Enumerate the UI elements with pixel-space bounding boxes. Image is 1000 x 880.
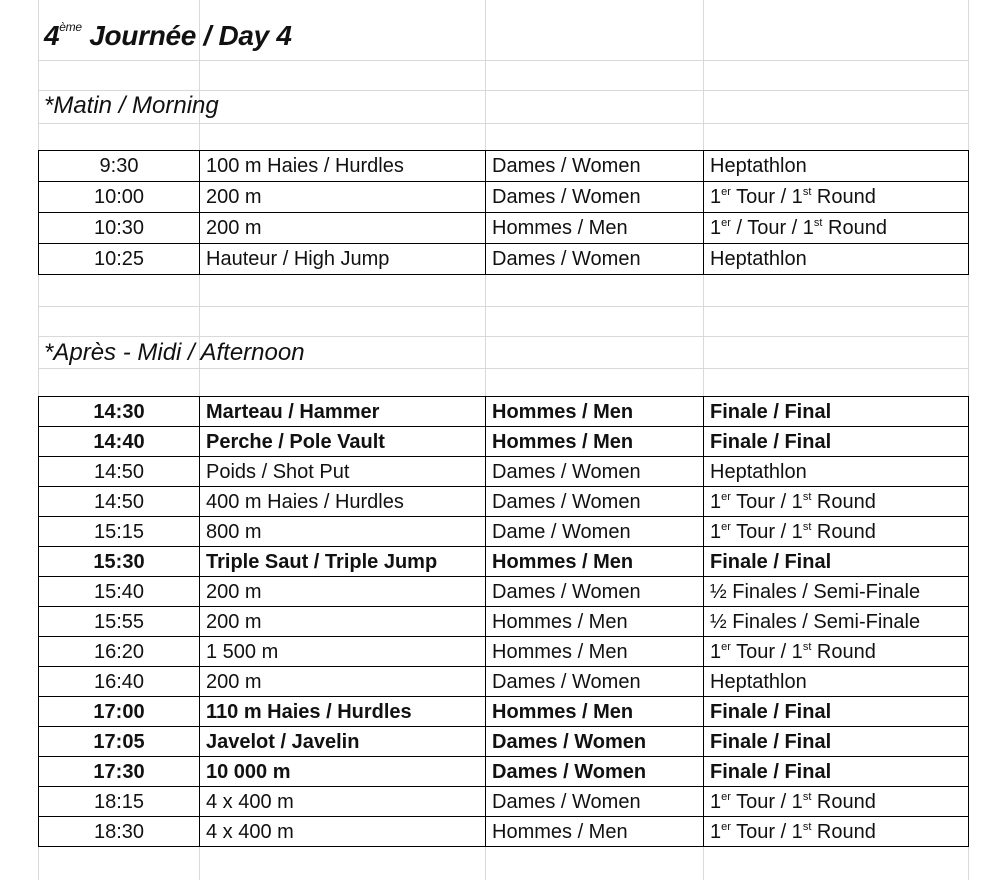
round-text: Heptathlon [710, 248, 807, 270]
round-text: Tour / 1 [730, 186, 803, 208]
event-cell: Hauteur / High Jump [200, 244, 486, 275]
round-ordinal-suffix: er [721, 186, 731, 198]
event-cell: 4 x 400 m [200, 787, 486, 817]
category-cell: Dames / Women [486, 757, 704, 787]
round-text: Finale / Final [710, 700, 832, 723]
round-cell [704, 244, 969, 275]
category-cell: Hommes / Men [486, 213, 704, 244]
time-cell: 14:30 [39, 397, 200, 427]
day-title-ordinal: ème [59, 20, 82, 34]
time-cell: 9:30 [39, 151, 200, 182]
event-cell: 200 m [200, 577, 486, 607]
time-cell: 14:50 [39, 487, 200, 517]
round-text: 1 [710, 820, 722, 843]
category-cell: Dames / Women [486, 457, 704, 487]
category-cell: Dames / Women [486, 787, 704, 817]
grid-row-line [38, 336, 968, 337]
event-cell: Triple Saut / Triple Jump [200, 547, 486, 577]
schedule-row [39, 397, 969, 427]
category-cell: Hommes / Men [486, 607, 704, 637]
time-cell: 10:25 [39, 244, 200, 275]
event-cell: 400 m Haies / Hurdles [200, 487, 486, 517]
time-cell: 10:30 [39, 213, 200, 244]
grid-row-line [38, 368, 968, 369]
round-cell [704, 577, 969, 607]
category-cell: Dames / Women [486, 667, 704, 697]
round-cell [704, 727, 969, 757]
round-cell [704, 697, 969, 727]
round-text: ½ Finales / Semi-Finale [710, 610, 921, 633]
round-text: Finale / Final [710, 760, 832, 783]
schedule-row [39, 667, 969, 697]
schedule-row [39, 427, 969, 457]
round-text: Round [822, 217, 887, 239]
category-cell: Hommes / Men [486, 397, 704, 427]
day-title-text: Journée / Day 4 [81, 20, 292, 51]
round-text: 1 [710, 186, 722, 208]
round-text: Tour / 1 [730, 520, 803, 543]
round-text: Heptathlon [710, 670, 807, 693]
event-cell: Marteau / Hammer [200, 397, 486, 427]
schedule-row [39, 607, 969, 637]
category-cell: Dames / Women [486, 182, 704, 213]
schedule-row [39, 757, 969, 787]
category-cell: Dames / Women [486, 577, 704, 607]
round-ordinal-suffix: er [721, 217, 731, 229]
event-cell: 10 000 m [200, 757, 486, 787]
time-cell: 10:00 [39, 182, 200, 213]
round-ordinal-suffix: st [802, 820, 812, 833]
event-cell: 4 x 400 m [200, 817, 486, 847]
time-cell: 15:55 [39, 607, 200, 637]
afternoon-heading: *Après - Midi / Afternoon [44, 339, 305, 366]
event-cell: 200 m [200, 607, 486, 637]
grid-row-line [38, 123, 968, 124]
round-text: 1 [710, 490, 722, 513]
round-cell [704, 637, 969, 667]
schedule-row [39, 547, 969, 577]
event-cell: 800 m [200, 517, 486, 547]
round-ordinal-suffix: st [802, 186, 812, 198]
schedule-row [39, 487, 969, 517]
category-cell: Dames / Women [486, 727, 704, 757]
round-cell [704, 487, 969, 517]
schedule-row [39, 817, 969, 847]
round-cell [704, 517, 969, 547]
grid-row-line [38, 90, 968, 91]
round-text: Round [811, 520, 876, 543]
day-title-number: 4 [44, 20, 60, 51]
schedule-row [39, 151, 969, 182]
afternoon-schedule-table [38, 396, 969, 847]
round-cell [704, 213, 969, 244]
round-cell [704, 667, 969, 697]
schedule-row [39, 517, 969, 547]
round-ordinal-suffix: er [721, 640, 731, 653]
schedule-row [39, 727, 969, 757]
grid-row-line [38, 306, 968, 307]
schedule-row [39, 457, 969, 487]
round-ordinal-suffix: st [802, 640, 812, 653]
round-ordinal-suffix: er [721, 790, 731, 803]
round-cell [704, 151, 969, 182]
round-ordinal-suffix: st [813, 217, 823, 229]
round-cell [704, 397, 969, 427]
category-cell: Dames / Women [486, 151, 704, 182]
round-text: Round [811, 186, 876, 208]
round-text: Finale / Final [710, 550, 832, 573]
round-text: Tour / 1 [730, 490, 803, 513]
category-cell: Hommes / Men [486, 817, 704, 847]
category-cell: Dames / Women [486, 487, 704, 517]
category-cell: Dames / Women [486, 244, 704, 275]
round-text: Heptathlon [710, 155, 807, 177]
category-cell: Hommes / Men [486, 547, 704, 577]
round-text: 1 [710, 790, 722, 813]
round-cell [704, 787, 969, 817]
event-cell: 110 m Haies / Hurdles [200, 697, 486, 727]
round-ordinal-suffix: er [721, 520, 731, 533]
event-cell: 200 m [200, 667, 486, 697]
event-cell: 200 m [200, 182, 486, 213]
round-text: Finale / Final [710, 730, 832, 753]
time-cell: 17:30 [39, 757, 200, 787]
schedule-row [39, 213, 969, 244]
round-text: 1 [710, 217, 722, 239]
morning-schedule-table [38, 150, 969, 275]
round-text: Round [811, 640, 876, 663]
round-text: 1 [710, 520, 722, 543]
time-cell: 16:20 [39, 637, 200, 667]
event-cell: Perche / Pole Vault [200, 427, 486, 457]
event-cell: 1 500 m [200, 637, 486, 667]
round-text: Round [811, 820, 876, 843]
schedule-row [39, 787, 969, 817]
event-cell: 100 m Haies / Hurdles [200, 151, 486, 182]
time-cell: 18:15 [39, 787, 200, 817]
round-text: Finale / Final [710, 430, 832, 453]
round-text: Tour / 1 [730, 790, 803, 813]
category-cell: Hommes / Men [486, 697, 704, 727]
round-text: ½ Finales / Semi-Finale [710, 580, 921, 603]
day-title [44, 20, 292, 52]
event-cell: 200 m [200, 213, 486, 244]
time-cell: 15:30 [39, 547, 200, 577]
round-ordinal-suffix: er [721, 820, 731, 833]
morning-heading: *Matin / Morning [44, 92, 219, 119]
time-cell: 15:40 [39, 577, 200, 607]
round-cell [704, 457, 969, 487]
schedule-row [39, 182, 969, 213]
round-text: Round [811, 790, 876, 813]
round-cell [704, 817, 969, 847]
time-cell: 14:50 [39, 457, 200, 487]
round-cell [704, 547, 969, 577]
round-text: Tour / 1 [730, 820, 803, 843]
round-text: Finale / Final [710, 400, 832, 423]
round-cell [704, 607, 969, 637]
category-cell: Hommes / Men [486, 427, 704, 457]
category-cell: Dame / Women [486, 517, 704, 547]
event-cell: Poids / Shot Put [200, 457, 486, 487]
round-text: Round [811, 490, 876, 513]
round-cell [704, 182, 969, 213]
round-ordinal-suffix: st [802, 790, 812, 803]
round-ordinal-suffix: st [802, 490, 812, 503]
time-cell: 15:15 [39, 517, 200, 547]
time-cell: 14:40 [39, 427, 200, 457]
round-cell [704, 427, 969, 457]
schedule-row [39, 577, 969, 607]
schedule-row [39, 244, 969, 275]
round-text: Tour / 1 [730, 640, 803, 663]
category-cell: Hommes / Men [486, 637, 704, 667]
round-text: / Tour / 1 [730, 217, 814, 239]
round-text: Heptathlon [710, 460, 807, 483]
round-ordinal-suffix: st [802, 520, 812, 533]
time-cell: 17:05 [39, 727, 200, 757]
time-cell: 17:00 [39, 697, 200, 727]
schedule-row [39, 637, 969, 667]
grid-row-line [38, 60, 968, 61]
time-cell: 16:40 [39, 667, 200, 697]
time-cell: 18:30 [39, 817, 200, 847]
schedule-row [39, 697, 969, 727]
round-ordinal-suffix: er [721, 490, 731, 503]
event-cell: Javelot / Javelin [200, 727, 486, 757]
round-text: 1 [710, 640, 722, 663]
round-cell [704, 757, 969, 787]
